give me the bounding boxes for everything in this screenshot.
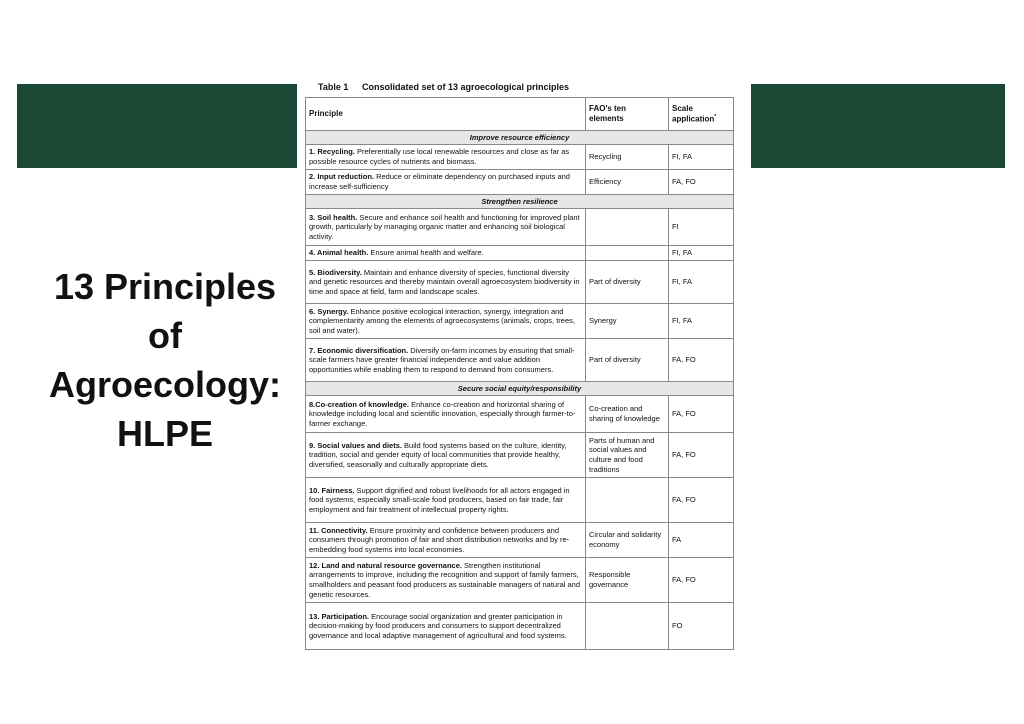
principle-description: Preferentially use local renewable resources and close as far as possible resource cycles of nutrients and biomass.: [309, 147, 570, 166]
section-title: Secure social equity/responsibility: [306, 382, 734, 396]
principle-name: 8.Co-creation of knowledge.: [309, 399, 410, 409]
principle-description: Enhance positive ecological interaction, synergy, integration and complementarity among the elements of agroecosystems (animals, crops, trees, soil and water).: [309, 306, 575, 335]
header-scale-mark: *: [714, 114, 717, 121]
fao-element-cell: [586, 209, 669, 246]
principle-description: Ensure animal health and welfare.: [368, 248, 484, 258]
principle-cell: [306, 339, 586, 382]
table-row: [306, 603, 734, 650]
scale-cell: FA, FO: [669, 558, 734, 603]
slide-title: [40, 262, 290, 458]
fao-element-cell: Circular and solidarity economy: [586, 523, 669, 558]
principle-name: 7. Economic diversification.: [309, 345, 409, 355]
principles-table: [305, 97, 734, 650]
principle-description: Enhance co-creation and horizontal sharing of knowledge including local and scientific innovation, especially through farmer-to-farmer exchange.: [309, 399, 576, 428]
table-row: [306, 304, 734, 339]
scale-cell: FI: [669, 209, 734, 246]
title-line-3: Agroecology:: [48, 364, 281, 405]
table-caption-text: Consolidated set of 13 agroecological principles: [362, 82, 570, 92]
section-row: [306, 131, 734, 145]
table-row: [306, 478, 734, 523]
principle-cell: [306, 170, 586, 195]
principle-name: 4. Animal health.: [309, 248, 369, 258]
table-header-row: [306, 98, 734, 131]
table-row: [306, 433, 734, 478]
header-scale-line1: Scale: [672, 103, 693, 113]
principle-name: 9. Social values and diets.: [309, 440, 402, 450]
header-fao-line2: elements: [589, 114, 624, 123]
fao-element-cell: [586, 603, 669, 650]
principle-name: 5. Biodiversity.: [309, 267, 362, 277]
table-caption-number: Table 1: [318, 82, 349, 92]
principle-cell: [306, 145, 586, 170]
fao-element-cell: [586, 246, 669, 261]
principle-cell: [306, 478, 586, 523]
table-row: [306, 246, 734, 261]
principle-name: 10. Fairness.: [309, 485, 355, 495]
fao-element-cell: [586, 478, 669, 523]
fao-element-cell: Parts of human and social values and culture and food traditions: [586, 433, 669, 478]
principle-description: Diversify on-farm incomes by ensuring that small-scale farmers have greater financial independence and value addition opportunities while enabling them to respond to demand from consumers.: [309, 345, 575, 374]
scale-cell: FA, FO: [669, 433, 734, 478]
scale-cell: FI, FA: [669, 246, 734, 261]
scale-cell: FA, FO: [669, 170, 734, 195]
principle-cell: [306, 396, 586, 433]
table-row: [306, 170, 734, 195]
principle-name: 2. Input reduction.: [309, 172, 374, 182]
fao-element-cell: Co-creation and sharing of knowledge: [586, 396, 669, 433]
fao-element-cell: Part of diversity: [586, 339, 669, 382]
principle-description: Maintain and enhance diversity of species, functional diversity and genetic resources and thereby maintain overall agroecosystem biodiversity in time and space at field, farm and landscape scales.: [309, 267, 580, 296]
section-row: [306, 195, 734, 209]
section-row: [306, 382, 734, 396]
scale-cell: FA, FO: [669, 396, 734, 433]
scale-cell: FI, FA: [669, 304, 734, 339]
principle-description: Encourage social organization and greater participation in decision-making by food producers and consumers to support decentralized governance and local adaptive management of agricultural and food systems.: [309, 611, 567, 640]
principle-description: Build food systems based on the culture, identity, tradition, social and gender equity of local communities that provide healthy, diversified, seasonally and culturally appropriate diets.: [309, 440, 567, 469]
fao-element-cell: Responsible governance: [586, 558, 669, 603]
header-scale-line2: application: [672, 114, 715, 124]
table-row: [306, 145, 734, 170]
principle-cell: [306, 603, 586, 650]
principle-description: Secure and enhance soil health and functioning for improved plant growth, particularly by managing organic matter and enhancing soil biological activity.: [309, 212, 580, 241]
principle-cell: [306, 261, 586, 304]
header-principle: Principle: [306, 98, 586, 131]
principle-cell: [306, 433, 586, 478]
table-row: [306, 558, 734, 603]
header-fao-elements: [586, 98, 669, 131]
table-caption: [318, 82, 569, 92]
table-row: [306, 339, 734, 382]
header-band-right: [751, 84, 1005, 168]
principle-description: Ensure proximity and confidence between producers and consumers through promotion of fair and short distribution networks and by re-embedding food systems into local economies.: [309, 525, 570, 554]
fao-element-cell: Recycling: [586, 145, 669, 170]
principle-name: 11. Connectivity.: [309, 525, 368, 535]
principle-cell: [306, 246, 586, 261]
principle-cell: [306, 558, 586, 603]
header-fao-line1: FAO's ten: [589, 104, 627, 114]
principle-name: 1. Recycling.: [309, 147, 355, 157]
fao-element-cell: Efficiency: [586, 170, 669, 195]
principle-name: 6. Synergy.: [309, 306, 349, 316]
title-line-4: HLPE: [116, 413, 213, 454]
section-title: Strengthen resilience: [306, 195, 734, 209]
principle-cell: [306, 523, 586, 558]
principle-description: Support dignified and robust livelihoods for all actors engaged in food systems, especially small-scale food producers, based on fair trade, fair employment and fair treatment of intellectual property rights.: [309, 485, 570, 514]
scale-cell: FA, FO: [669, 339, 734, 382]
title-line-2: of: [148, 315, 182, 356]
table-row: [306, 209, 734, 246]
principle-cell: [306, 304, 586, 339]
principle-cell: [306, 209, 586, 246]
scale-cell: FA: [669, 523, 734, 558]
scale-cell: FA, FO: [669, 478, 734, 523]
section-title: Improve resource efficiency: [306, 131, 734, 145]
table-row: [306, 523, 734, 558]
table-body: [306, 131, 734, 650]
principle-name: 12. Land and natural resource governance.: [309, 560, 462, 570]
scale-cell: FI, FA: [669, 261, 734, 304]
header-band-left: [17, 84, 297, 168]
table-row: [306, 396, 734, 433]
principle-description: Strengthen institutional arrangements to improve, including the recognition and support of family farmers, smallholders and peasant food producers as sustainable managers of natural and genetic resources.: [309, 560, 581, 599]
scale-cell: FI, FA: [669, 145, 734, 170]
principle-name: 13. Participation.: [309, 611, 370, 621]
principle-description: Reduce or eliminate dependency on purchased inputs and increase self-sufficiency: [309, 172, 570, 191]
table-row: [306, 261, 734, 304]
scale-cell: FO: [669, 603, 734, 650]
fao-element-cell: Synergy: [586, 304, 669, 339]
title-line-1: 13 Principles: [53, 266, 277, 307]
principle-name: 3. Soil health.: [309, 212, 358, 222]
fao-element-cell: Part of diversity: [586, 261, 669, 304]
header-scale: [669, 98, 734, 131]
